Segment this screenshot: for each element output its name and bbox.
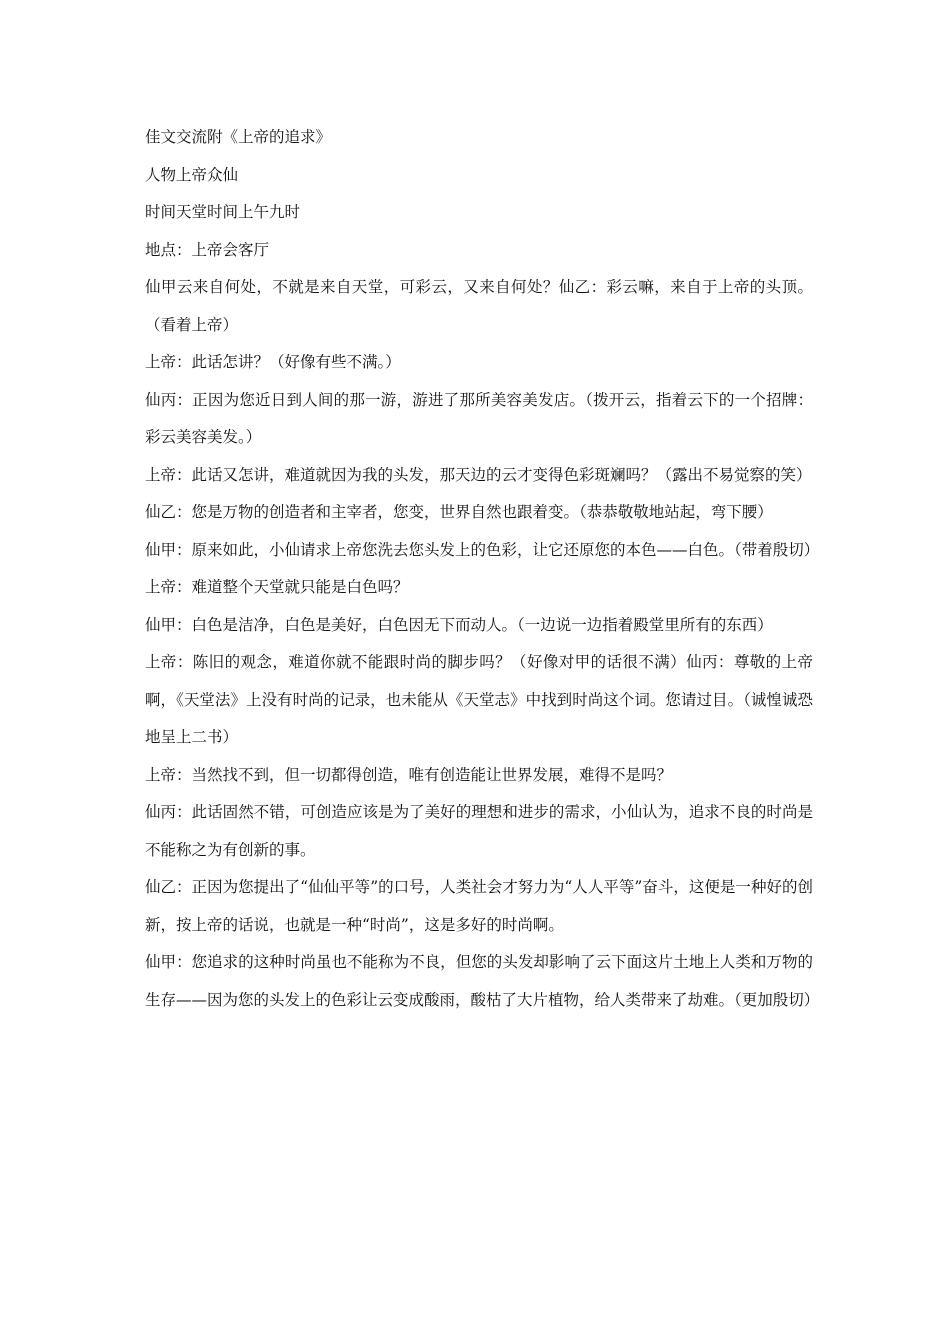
- document-body: [145, 119, 820, 1019]
- dialogue-paragraph: 上帝：此话怎讲？（好像有些不满。）: [145, 353, 401, 371]
- paragraph-place: 地点：上帝会客厅: [145, 240, 270, 259]
- dialogue-paragraph: 仙丙：正因为您近日到人间的那一游，游进了那所美容美发店。（拨开云，指着云下的一个招牌：彩云美容美发。）: [145, 390, 813, 446]
- dialogue-paragraph: 上帝：难道整个天堂就只能是白色吗？: [145, 578, 409, 596]
- paragraph-time: 时间天堂时间上午九时: [145, 203, 301, 221]
- dialogue-paragraph: 上帝：当然找不到，但一切都得创造，唯有创造能让世界发展，难得不是吗？: [145, 765, 673, 784]
- dialogue-paragraph: 上帝：陈旧的观念，难道你就不能跟时尚的脚步吗？（好像对甲的话很不满）仙丙：尊敬的上帝啊，《天堂法》上没有时尚的记录，也未能从《天堂志》中找到时尚这个词。您请过目。（诚惶诚恐地呈上二书）: [145, 653, 813, 746]
- dialogue-paragraph: 仙甲：白色是洁净，白色是美好，白色因无下而动人。（一边说一边指着殿堂里所有的东西）: [145, 615, 773, 634]
- dialogue-paragraph: 仙乙：正因为您提出了“仙仙平等”的口号，人类社会才努力为“人人平等”奋斗，这便是一种好的创新，按上帝的话说，也就是一种“时尚”，这是多好的时尚啊。: [145, 878, 813, 934]
- document-title: 佳文交流附《上帝的追求》: [145, 128, 332, 146]
- dialogue-paragraph: 仙甲：您追求的这种时尚虽也不能称为不良，但您的头发却影响了云下面这片土地上人类和万物的生存——因为您的头发上的色彩让云变成酸雨，酸枯了大片植物，给人类带来了劫难。（更加殷切）: [145, 953, 820, 1009]
- dialogue-paragraph: 仙丙：此话固然不错，可创造应该是为了美好的理想和进步的需求，小仙认为，追求不良的时尚是不能称之为有创新的事。: [145, 803, 813, 859]
- dialogue-paragraph: 上帝：此话又怎讲，难道就因为我的头发，那天边的云才变得色彩斑斓吗？（露出不易觉察的笑）: [145, 465, 812, 484]
- dialogue-paragraph: 仙乙：您是万物的创造者和主宰者，您变，世界自然也跟着变。（恭恭敬敬地站起，弯下腰）: [145, 503, 773, 521]
- dialogue-paragraph: 仙甲：原来如此，小仙请求上帝您洗去您头发上的色彩，让它还原您的本色——白色。（带着殷切）: [145, 540, 820, 559]
- dialogue-paragraph: 仙甲云来自何处，不就是来自天堂，可彩云，又来自何处？仙乙：彩云嘛，来自于上帝的头顶。（看着上帝）: [145, 278, 813, 334]
- paragraph-cast: 人物上帝众仙: [145, 165, 239, 184]
